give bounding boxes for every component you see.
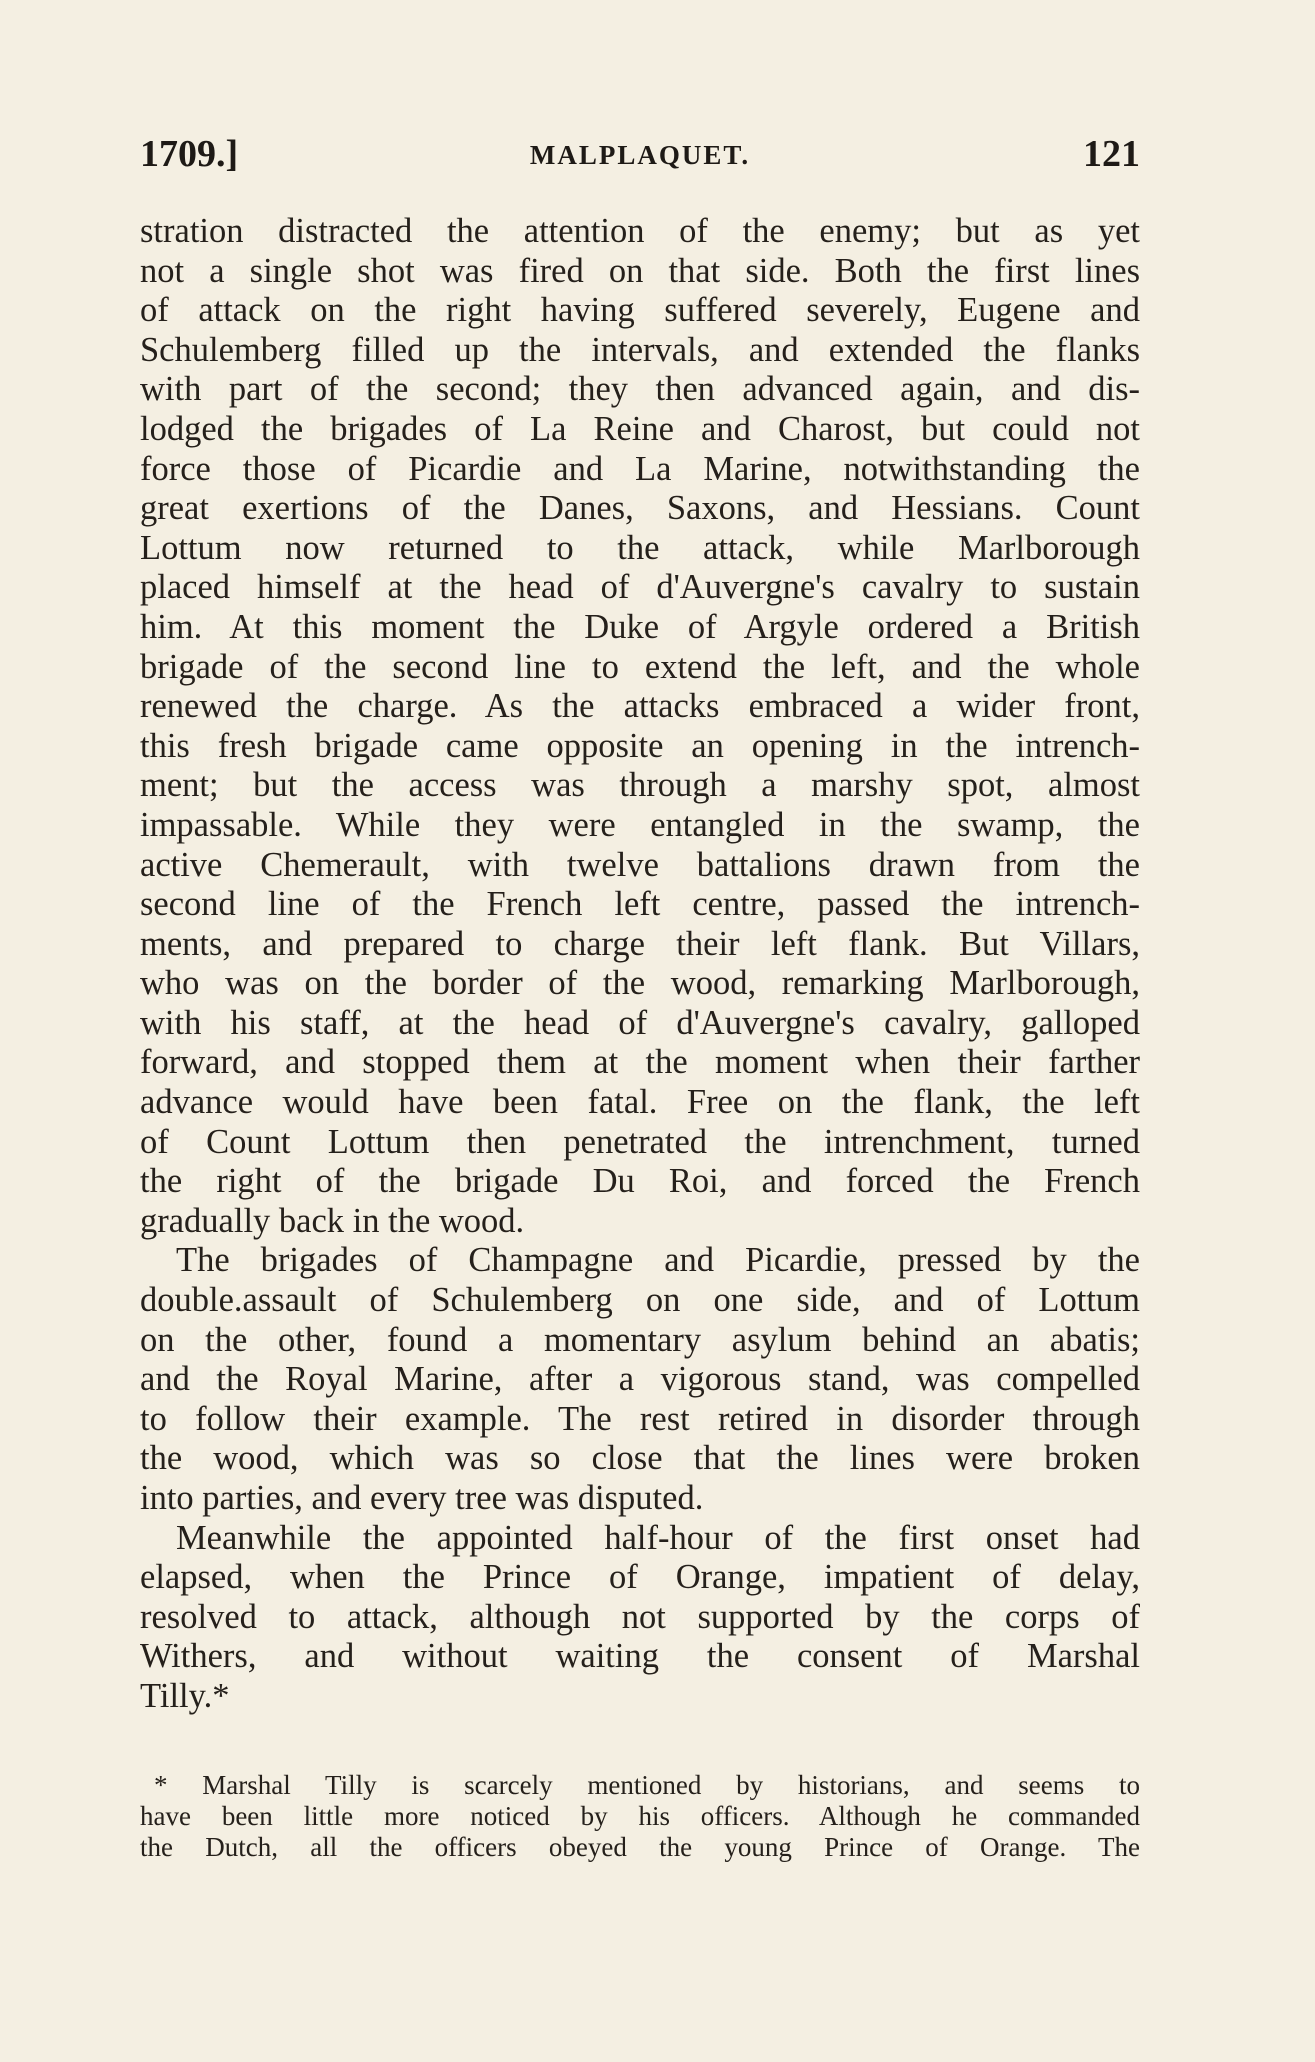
- text-line: forward, and stopped them at the moment when their farther: [140, 1043, 1140, 1082]
- text-line: this fresh brigade came opposite an opening in the intrench-: [140, 726, 1140, 765]
- footnote-line: have been little more noticed by his officers. Although he commanded: [140, 1801, 1140, 1831]
- text-line: Lottum now returned to the attack, while Marlborough: [140, 528, 1140, 567]
- text-line: force those of Picardie and La Marine, notwithstanding the: [140, 449, 1140, 488]
- text-line: Withers, and without waiting the consent of Marshal: [140, 1637, 1140, 1676]
- text-line: The brigades of Champagne and Picardie, pressed by the: [176, 1241, 1140, 1280]
- text-line: the wood, which was so close that the lines were broken: [140, 1439, 1140, 1478]
- text-line: ments, and prepared to charge their left flank. But Villars,: [140, 924, 1140, 963]
- text-line: of Count Lottum then penetrated the intrenchment, turned: [140, 1122, 1140, 1161]
- text-line: brigade of the second line to extend the left, and the whole: [140, 647, 1140, 686]
- text-line: stration distracted the attention of the enemy; but as yet: [140, 212, 1140, 250]
- text-line: gradually back in the wood.: [140, 1201, 525, 1240]
- text-line: with his staff, at the head of d'Auvergne's cavalry, galloped: [140, 1003, 1140, 1042]
- footnote: [140, 1770, 1140, 1863]
- header-year: 1709.]: [140, 133, 239, 175]
- text-line: second line of the French left centre, passed the intrench-: [140, 885, 1140, 924]
- text-line: on the other, found a momentary asylum behind an abatis;: [140, 1320, 1140, 1359]
- text-line: of attack on the right having suffered severely, Eugene and: [140, 291, 1140, 330]
- text-line: Tilly.*: [140, 1676, 230, 1715]
- text-line: Schulemberg filled up the intervals, and extended the flanks: [140, 330, 1140, 369]
- text-line: impassable. While they were entangled in the swamp, the: [140, 805, 1140, 844]
- text-line: with part of the second; they then advanced again, and dis-: [140, 370, 1140, 409]
- text-line: renewed the charge. As the attacks embraced a wider front,: [140, 687, 1140, 726]
- text-line: resolved to attack, although not supported by the corps of: [140, 1597, 1140, 1636]
- text-line: great exertions of the Danes, Saxons, and Hessians. Count: [140, 489, 1140, 528]
- text-line: ment; but the access was through a marshy spot, almost: [140, 766, 1140, 805]
- text-line: and the Royal Marine, after a vigorous stand, was compelled: [140, 1360, 1140, 1399]
- text-line: double.assault of Schulemberg on one side, and of Lottum: [140, 1281, 1140, 1320]
- text-line: not a single shot was fired on that side. Both the first lines: [140, 251, 1140, 290]
- text-line: elapsed, when the Prince of Orange, impatient of delay,: [140, 1558, 1140, 1597]
- text-line: active Chemerault, with twelve battalions drawn from the: [140, 845, 1140, 884]
- text-line: placed himself at the head of d'Auvergne's cavalry to sustain: [140, 568, 1140, 607]
- page-number: 121: [1083, 133, 1140, 175]
- footnote-line: the Dutch, all the officers obeyed the young Prince of Orange. The: [140, 1832, 1140, 1862]
- body-text: [140, 212, 1140, 1717]
- running-header: [140, 132, 1140, 182]
- header-title: MALPLAQUET.: [529, 140, 751, 170]
- text-line: lodged the brigades of La Reine and Charost, but could not: [140, 409, 1140, 448]
- text-line: him. At this moment the Duke of Argyle ordered a British: [140, 607, 1140, 646]
- text-line: into parties, and every tree was disputed.: [140, 1479, 704, 1517]
- text-line: who was on the border of the wood, remarking Marlborough,: [140, 964, 1140, 1003]
- footnote-line: * Marshal Tilly is scarcely mentioned by historians, and seems to: [154, 1770, 1140, 1800]
- text-line: Meanwhile the appointed half-hour of the first onset had: [176, 1518, 1140, 1557]
- text-line: the right of the brigade Du Roi, and forced the French: [140, 1162, 1140, 1201]
- text-line: to follow their example. The rest retired in disorder through: [140, 1399, 1140, 1438]
- text-line: advance would have been fatal. Free on the flank, the left: [140, 1083, 1140, 1122]
